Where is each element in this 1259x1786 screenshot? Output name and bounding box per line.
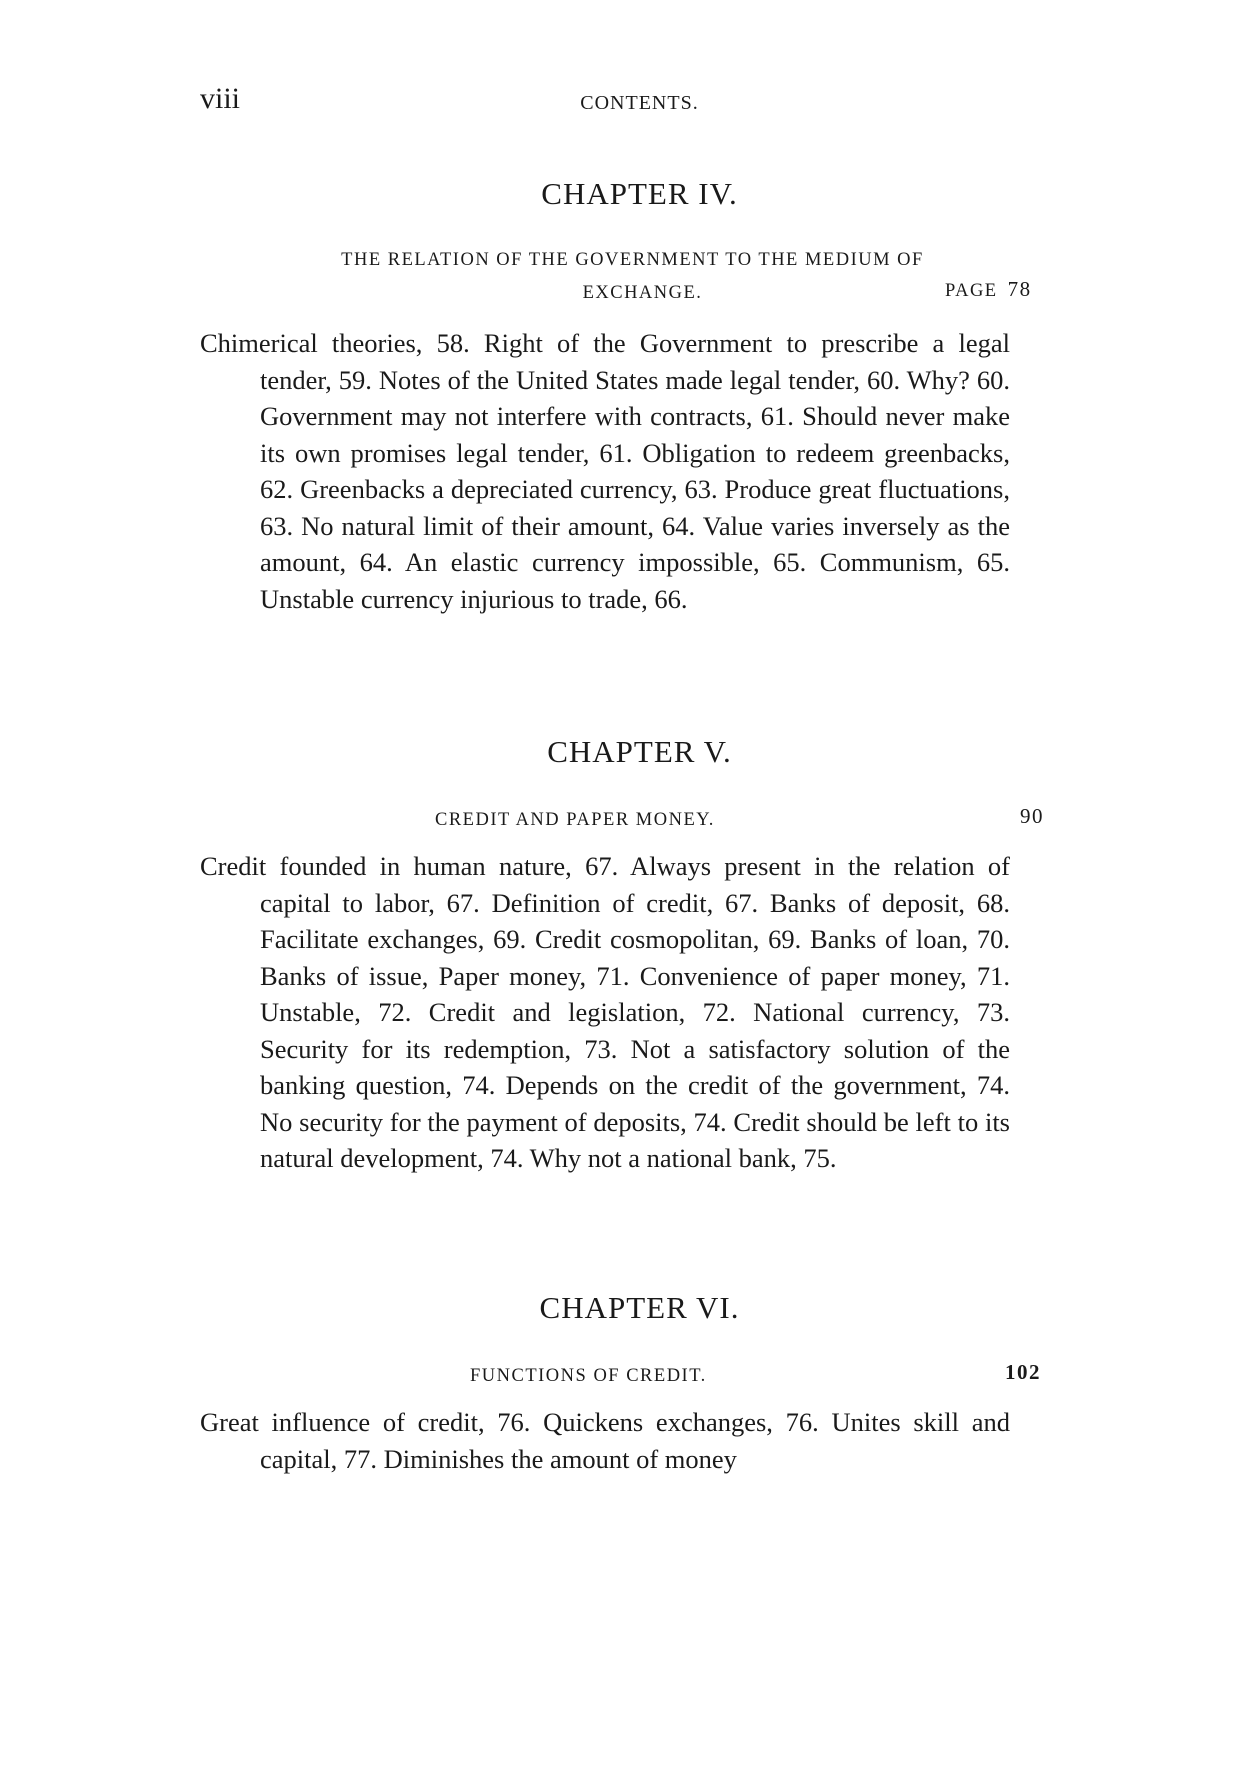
chapter-vi-summary: Great influence of credit, 76. Quickens exchanges, 76. Unites skill and capital, 77. Diminishes the amount of money xyxy=(200,1407,1010,1474)
chapter-iv-title-line2: EXCHANGE. xyxy=(582,283,703,303)
chapter-iv-summary: Chimerical theories, 58. Right of the Government to prescribe a legal tender, 59. Notes of the United States made legal tender, 60. Why? 60. Government may not interfere with contracts, 61. Should never make its own promises legal tender, 61. Obligation to redeem greenbacks, 62. Greenbacks a depreciated currency, 63. Produce great fluctuations, 63. No natural limit of their amount, 64. Value varies inversely as the amount, 64. An elastic currency impossible, 65. Communism, 65. Unstable currency injurious to trade, 66. xyxy=(200,328,1010,614)
chapter-v-summary: Credit founded in human nature, 67. Always present in the relation of capital to labor, 67. Definition of credit, 67. Banks of deposit, 68. Facilitate exchanges, 69. Credit cosmopolitan, 69. Banks of loan, 70. Banks of issue, Paper money, 71. Convenience of paper money, 71. Unstable, 72. Credit and legislation, 72. National currency, 73. Security for its redemption, 73. Not a satisfactory solution of the banking question, 74. Depends on the credit of the government, 74. No security for the payment of deposits, 74. Credit should be left to its natural development, 74. Why not a national bank, 75. xyxy=(200,851,1010,1173)
chapter-iv-page-ref xyxy=(945,277,1032,302)
running-title: CONTENTS. xyxy=(580,92,699,114)
chapter-iv-page-number: 78 xyxy=(1007,277,1032,301)
chapter-vi-page-number: 102 xyxy=(1005,1360,1041,1384)
chapter-vi-title: FUNCTIONS OF CREDIT. xyxy=(470,1366,707,1386)
chapter-iv-heading: CHAPTER IV. xyxy=(541,176,738,211)
page-number: viii xyxy=(200,82,241,115)
chapter-v-heading: CHAPTER V. xyxy=(547,734,732,769)
page-label: PAGE xyxy=(945,281,998,301)
chapter-iv-title xyxy=(235,244,1030,310)
chapter-v-title: CREDIT AND PAPER MONEY. xyxy=(435,810,715,830)
chapter-vi-heading: CHAPTER VI. xyxy=(539,1290,740,1325)
chapter-iv-title-line1: THE RELATION OF THE GOVERNMENT TO THE MEDIUM OF xyxy=(341,250,924,270)
chapter-v-page-number: 90 xyxy=(1020,804,1044,828)
